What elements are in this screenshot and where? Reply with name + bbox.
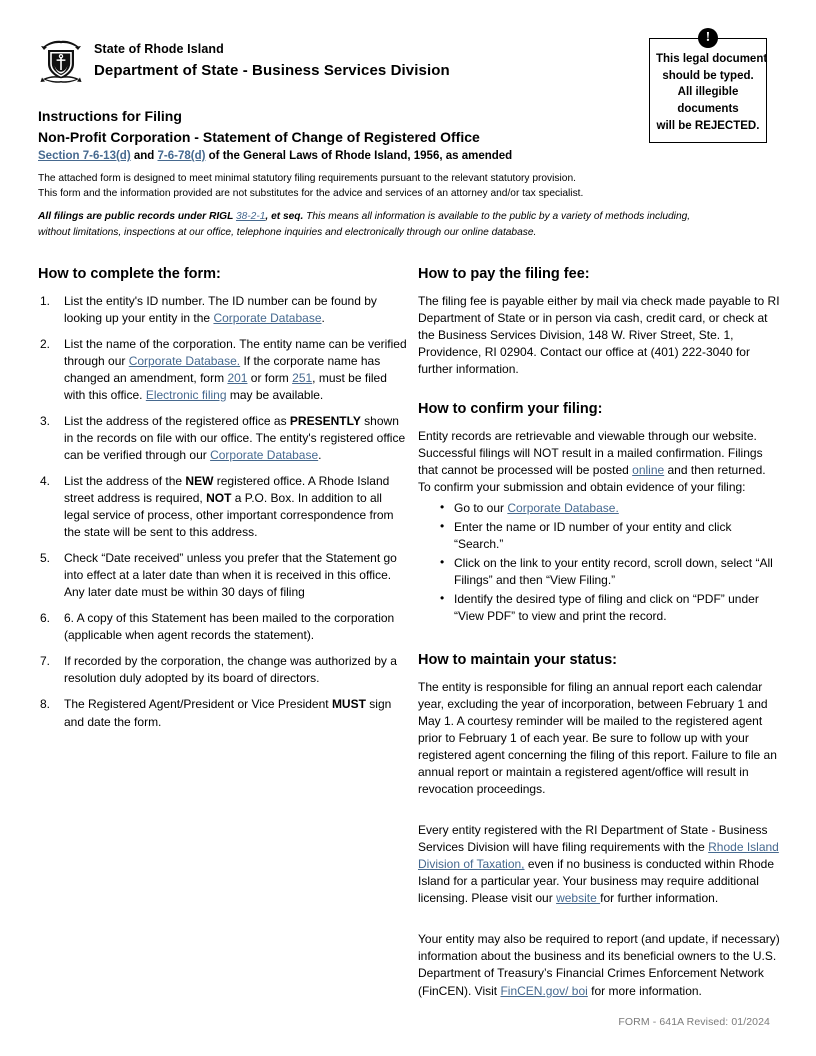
notice-box — [649, 38, 767, 143]
intro-disclaimer — [38, 171, 583, 202]
instruction-step — [38, 336, 408, 404]
step-number: 8. — [40, 697, 51, 712]
confirm-bullet-list — [418, 500, 780, 625]
instruction-step — [38, 696, 408, 730]
inline-link[interactable]: Corporate Database — [210, 448, 319, 463]
inline-link[interactable]: 201 — [227, 370, 248, 385]
text-run: List the address of the registered office as — [64, 414, 290, 429]
pay-body: The filing fee is payable either by mail via check made payable to RI Department of State or in person via cash, credit card, or check at the Business Services Division, 148 W. River Street, Ste. 1, Providence, RI 02904. Contact our office at (401) 222-3040 for further information. — [418, 293, 780, 376]
step-text — [64, 294, 377, 325]
text-run: registered office. A Rhode Island street address is required, — [64, 474, 390, 506]
instruction-step — [38, 293, 408, 327]
right-column — [418, 265, 780, 1012]
inline-link[interactable]: Corporate Database. — [128, 353, 241, 368]
step-number: 6. — [40, 611, 51, 626]
step-number: 5. — [40, 551, 51, 566]
emphasis-text: NEW — [185, 474, 214, 489]
statute-link-2[interactable]: 7-6-78(d) — [157, 150, 206, 162]
notice-line-2: should be typed. — [662, 69, 754, 82]
step-number: 2. — [40, 336, 51, 351]
confirm-bullet-item — [440, 555, 780, 589]
text-run: for more information. — [587, 983, 702, 998]
text-run: Identify the desired type of filing and click on “PDF” under “View PDF” to view and print the record. — [454, 592, 759, 624]
text-run: List the entity's ID number. The ID number can be found by looking up your entity in the — [64, 293, 377, 325]
statute-tail: of the General Laws of Rhode Island, 1956, as amended — [205, 150, 513, 162]
statute-reference — [38, 150, 512, 162]
emphasis-text: MUST — [331, 697, 366, 712]
inline-link[interactable]: Rhode Island Division of Taxation, — [418, 840, 779, 872]
department-name: Department of State - Business Services Division — [94, 61, 450, 79]
step-text — [64, 414, 405, 462]
inline-link[interactable]: Corporate Database. — [507, 500, 619, 515]
inline-link[interactable]: 251 — [292, 370, 313, 385]
instruction-step — [38, 473, 408, 541]
maintain-paragraph-3 — [418, 931, 780, 999]
text-run: Click on the link to your entity record, scroll down, select “All Filings” and then “View Filing.” — [454, 556, 773, 588]
agency-name-block — [94, 38, 450, 81]
intro-line-2: This form and the information provided are not substitutes for the advice and services of an attorney and/or tax specialist. — [38, 188, 584, 200]
step-number: 7. — [40, 654, 51, 669]
text-run: sign and date the form. — [64, 697, 392, 729]
title-line-1: Instructions for Filing — [38, 108, 182, 124]
inline-link[interactable]: FinCEN.gov/ boi — [500, 983, 588, 998]
how-to-confirm-heading: How to confirm your filing: — [418, 401, 603, 417]
title-line-2: Non-Profit Corporation - Statement of Change of Registered Office — [38, 129, 480, 145]
text-run: even if no business is conducted within Rhode Island for a particular year. Your business may require additional licensing. Please visit our — [418, 857, 774, 906]
left-column — [38, 265, 408, 740]
text-run: The Registered Agent/President or Vice President — [64, 697, 332, 712]
public-records-note — [38, 209, 698, 241]
confirm-bullet-item — [440, 519, 780, 553]
notice-line-3: All illegible — [677, 86, 739, 99]
state-name: State of Rhode Island — [94, 42, 224, 56]
instruction-step — [38, 610, 408, 644]
public-records-tail: , et seq. — [265, 211, 304, 222]
step-number: 4. — [40, 474, 51, 489]
text-run: . — [321, 310, 325, 325]
instruction-step — [38, 550, 408, 601]
legal-notice — [649, 30, 768, 143]
inline-link[interactable]: online — [632, 462, 665, 477]
text-run: Your entity may also be required to report (and update, if necessary) information about the business and its beneficial owners to the U.S. Department of Treasury’s Financial Crimes Enforcement Network (FinCEN). Visit — [418, 932, 780, 998]
rhode-island-state-seal-icon — [38, 38, 84, 86]
text-run: If recorded by the corporation, the change was authorized by a resolution duly adopted by its board of directors. — [64, 654, 397, 686]
text-run: If the corporate name has changed an amendment, form — [64, 353, 381, 385]
confirm-bullet-item — [440, 500, 780, 517]
text-run: Every entity registered with the RI Department of State - Business Services Division will have filing requirements with the — [418, 823, 768, 855]
text-run: may be available. — [226, 388, 324, 402]
inline-link[interactable]: website — [556, 891, 601, 906]
exclamation-circle-icon — [698, 28, 718, 48]
text-run: or form — [247, 370, 293, 385]
page-title — [38, 106, 480, 148]
rigl-link[interactable]: 38-2-1 — [235, 211, 266, 222]
maintain-paragraph-2 — [418, 822, 780, 907]
instruction-step — [38, 653, 408, 687]
intro-line-1: The attached form is designed to meet minimal statutory filing requirements pursuant to the relevant statutory provision. — [38, 173, 576, 184]
notice-line-1: This legal document — [656, 53, 768, 65]
notice-line-5: will be REJECTED. — [656, 119, 760, 132]
inline-link[interactable]: Electronic filing — [145, 388, 227, 402]
step-text — [64, 474, 394, 539]
step-number: 1. — [40, 293, 51, 308]
statute-conjunction: and — [130, 150, 158, 162]
inline-link[interactable]: Corporate Database — [213, 310, 322, 325]
confirm-bullet-item — [440, 591, 780, 625]
step-text — [64, 697, 391, 728]
text-run: Entity records are retrievable and viewable through our website. Successful filings will NOT result in a mailed confirmation. Filings that cannot be processed will be posted — [418, 428, 763, 477]
text-run: and then returned. To confirm your submission and obtain evidence of your filing: — [418, 462, 766, 494]
text-run: for further information. — [600, 891, 719, 906]
form-footer: FORM - 641A Revised: 01/2024 — [618, 1016, 770, 1028]
maintain-paragraph-1: The entity is responsible for filing an annual report each calendar year, excluding the year of incorporation, between February 1 and May 1. A courtesy reminder will be mailed to the registered agent prior to February 1 of each year. Be sure to follow up with your registered agent concerning the filing of this report. Failure to file an annual report or maintain a registered agent/office will result in revocation proceedings. — [418, 680, 777, 797]
emphasis-text: PRESENTLY — [289, 414, 361, 429]
public-records-lead: All filings are public records under RIGL — [38, 211, 236, 222]
text-run: , must be filed with this office. — [64, 370, 387, 402]
text-run: 6. A copy of this Statement has been mailed to the corporation (applicable when agent records the statement). — [64, 611, 395, 643]
statute-link-1[interactable]: Section 7-6-13(d) — [38, 150, 131, 162]
how-to-maintain-heading: How to maintain your status: — [418, 652, 617, 669]
text-run: Check “Date received” unless you prefer that the Statement go into effect at a later date than when it is received in this office. Any later date must be within 30 days of filing — [64, 551, 397, 600]
confirm-body — [418, 428, 780, 496]
text-run: shown in the records on file with our office. The entity's registered office can be verified through our — [64, 414, 406, 463]
step-text — [64, 654, 397, 685]
notice-line-4: documents — [677, 103, 739, 116]
exclamation-glyph: ! — [705, 30, 711, 45]
text-run: a P.O. Box. In addition to all legal service of process, other important correspondence from the state will be sent to this address. — [64, 491, 394, 540]
text-run: List the name of the corporation. The entity name can be verified through our — [64, 336, 407, 368]
step-text — [64, 611, 394, 642]
text-run: Enter the name or ID number of your entity and click “Search.” — [454, 520, 732, 552]
step-number: 3. — [40, 414, 51, 429]
how-to-complete-heading: How to complete the form: — [38, 266, 221, 282]
public-records-rest: This means all information is available to the public by a variety of methods including, without limitations, inspections at our office, telephone inquiries and electronically through our online database. — [38, 211, 691, 238]
text-run: Go to our — [454, 500, 508, 515]
step-text — [64, 337, 407, 402]
step-text — [64, 551, 397, 599]
instruction-step — [38, 413, 408, 464]
document-header — [38, 38, 450, 86]
text-run: . — [318, 448, 322, 463]
instruction-steps — [38, 293, 408, 731]
how-to-pay-heading: How to pay the filing fee: — [418, 266, 590, 282]
text-run: List the address of the — [64, 474, 186, 489]
emphasis-text: NOT — [206, 491, 232, 506]
